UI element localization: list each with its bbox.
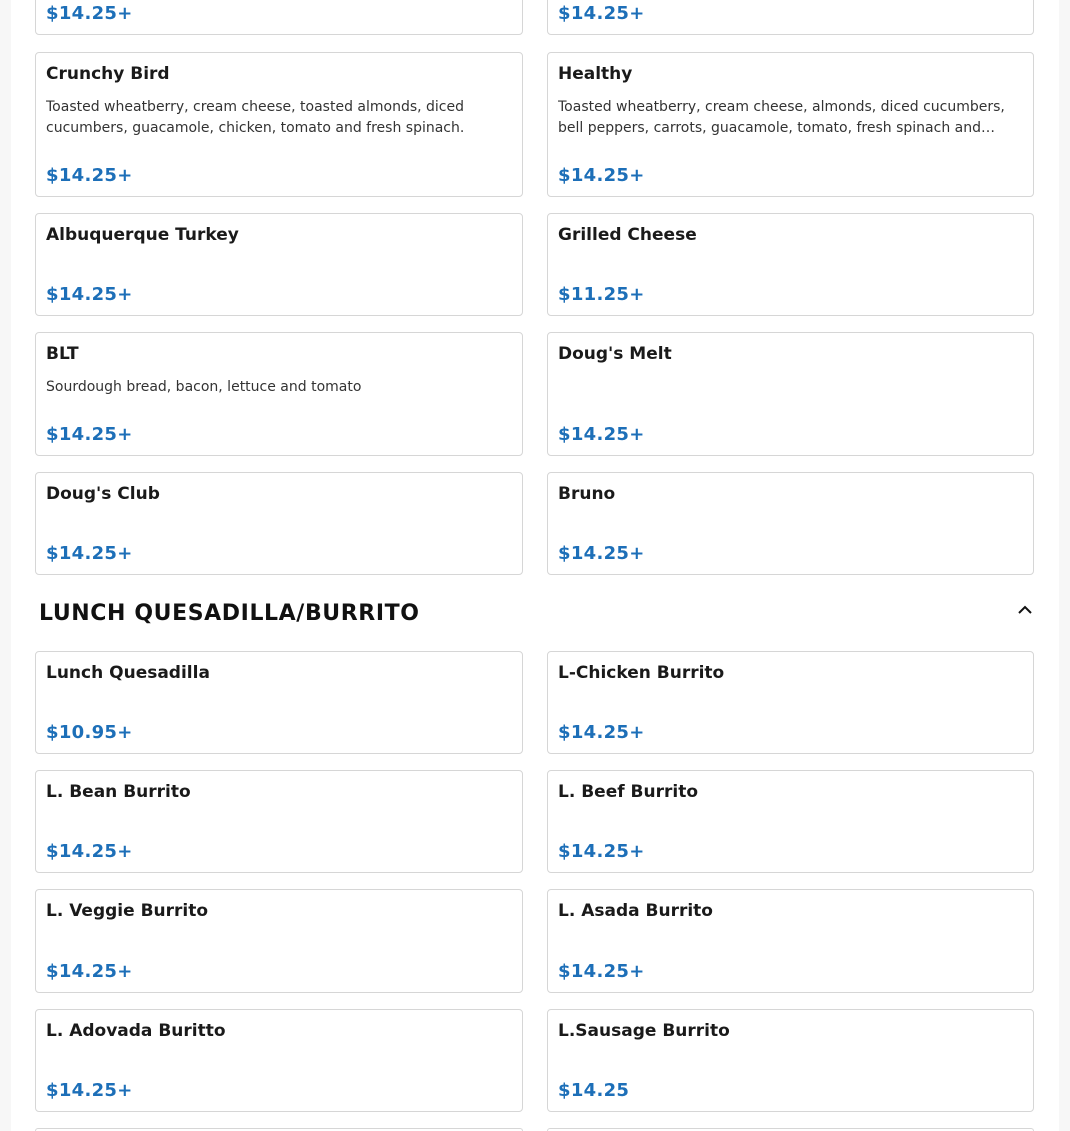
item-name: Healthy xyxy=(558,64,633,84)
item-price: $14.25+ xyxy=(46,841,133,862)
item-price: $14.25+ xyxy=(46,1080,133,1101)
sandwich-grid-partial xyxy=(35,0,1034,35)
item-price: $14.25 xyxy=(558,1080,630,1101)
menu-item-card[interactable] xyxy=(547,770,1034,873)
item-name: L. Asada Burrito xyxy=(558,901,713,921)
menu-item-card[interactable] xyxy=(547,52,1034,197)
item-price: $14.25+ xyxy=(558,424,645,445)
menu-item-card[interactable] xyxy=(35,1009,523,1112)
menu-item-card[interactable] xyxy=(35,52,523,197)
item-price: $14.25+ xyxy=(558,841,645,862)
item-price: $10.95+ xyxy=(46,722,133,743)
quesadilla-grid-row xyxy=(35,651,1034,754)
menu-item-card[interactable] xyxy=(547,332,1034,456)
item-price: $14.25+ xyxy=(46,284,133,305)
menu-item-card[interactable] xyxy=(547,889,1034,993)
quesadilla-grid-row xyxy=(35,889,1034,993)
item-name: Bruno xyxy=(558,484,616,504)
item-price: $14.25+ xyxy=(558,3,645,24)
item-description: Toasted wheatberry, cream cheese, toasted almonds, diced cucumbers, guacamole, chicken, tomato and fresh spinach. xyxy=(46,99,465,136)
item-name: L. Adovada Buritto xyxy=(46,1021,226,1041)
menu-item-card[interactable] xyxy=(35,0,523,35)
section-title: LUNCH QUESADILLA/BURRITO xyxy=(39,601,420,626)
sandwich-grid-row xyxy=(35,332,1034,456)
item-name: Doug's Melt xyxy=(558,344,672,364)
menu-item-card[interactable] xyxy=(547,0,1034,35)
item-description: Toasted wheatberry, cream cheese, almonds, diced cucumbers, bell peppers, carrots, guacamole, tomato, fresh spinach and… xyxy=(558,99,1005,136)
item-name: L. Bean Burrito xyxy=(46,782,191,802)
item-price: $14.25+ xyxy=(558,165,645,186)
sandwich-grid-row xyxy=(35,52,1034,197)
item-name: Lunch Quesadilla xyxy=(46,663,210,683)
section-collapse-button[interactable] xyxy=(1013,599,1037,621)
item-name: Crunchy Bird xyxy=(46,64,170,84)
menu-item-card[interactable] xyxy=(35,472,523,575)
chevron-up-icon xyxy=(1017,604,1033,616)
item-price: $14.25+ xyxy=(558,722,645,743)
menu-item-card[interactable] xyxy=(35,213,523,316)
item-name: L. Beef Burrito xyxy=(558,782,699,802)
item-price: $11.25+ xyxy=(558,284,645,305)
quesadilla-grid-row xyxy=(35,1009,1034,1112)
item-name: L-Chicken Burrito xyxy=(558,663,725,683)
sandwich-grid-row xyxy=(35,213,1034,316)
menu-item-card[interactable] xyxy=(35,332,523,456)
item-name: L. Veggie Burrito xyxy=(46,901,209,921)
item-name: Albuquerque Turkey xyxy=(46,225,239,245)
item-name: L.Sausage Burrito xyxy=(558,1021,730,1041)
menu-page xyxy=(11,0,1059,1131)
item-price: $14.25+ xyxy=(558,543,645,564)
item-name: Grilled Cheese xyxy=(558,225,697,245)
sandwich-grid-row xyxy=(35,472,1034,575)
item-price: $14.25+ xyxy=(46,3,133,24)
menu-item-card[interactable] xyxy=(35,889,523,993)
menu-item-card[interactable] xyxy=(35,651,523,754)
menu-item-card[interactable] xyxy=(547,651,1034,754)
menu-item-card[interactable] xyxy=(547,213,1034,316)
item-name: BLT xyxy=(46,344,79,364)
item-price: $14.25+ xyxy=(46,165,133,186)
quesadilla-grid-row xyxy=(35,770,1034,873)
menu-item-card[interactable] xyxy=(547,472,1034,575)
menu-item-card[interactable] xyxy=(35,770,523,873)
item-price: $14.25+ xyxy=(558,961,645,982)
item-price: $14.25+ xyxy=(46,961,133,982)
menu-item-card[interactable] xyxy=(547,1009,1034,1112)
item-price: $14.25+ xyxy=(46,543,133,564)
item-name: Doug's Club xyxy=(46,484,160,504)
item-description: Sourdough bread, bacon, lettuce and tomato xyxy=(46,379,362,395)
item-price: $14.25+ xyxy=(46,424,133,445)
